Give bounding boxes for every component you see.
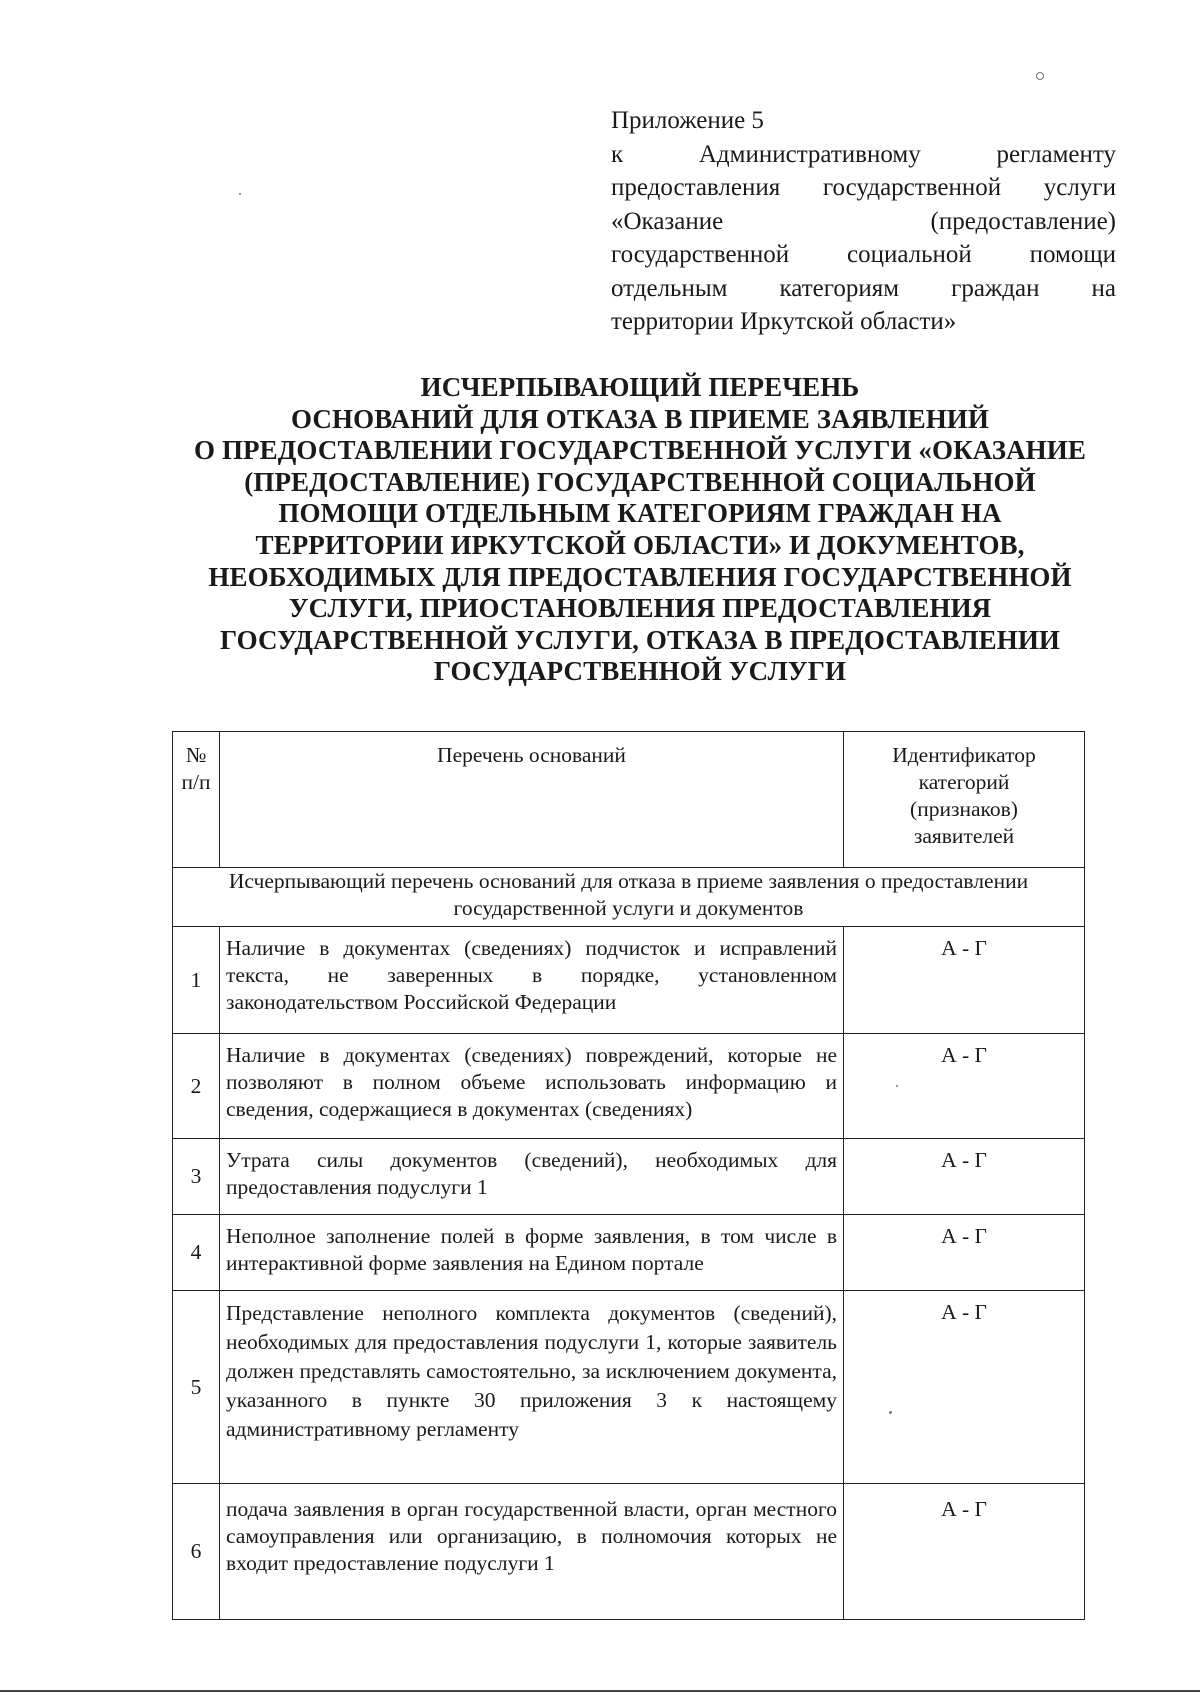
title-line: ПОМОЩИ ОТДЕЛЬНЫМ КАТЕГОРИЯМ ГРАЖДАН НА [278, 498, 1002, 529]
document-title [160, 372, 1120, 688]
annex-word: категориям [779, 274, 900, 302]
row-number: 6 [173, 1484, 220, 1620]
section-title: Исчерпывающий перечень оснований для отказа в приеме заявления о предоставлении государственной услуги и документов [173, 868, 1085, 927]
title-line: УСЛУГИ, ПРИОСТАНОВЛЕНИЯ ПРЕДОСТАВЛЕНИЯ [288, 593, 992, 624]
annex-word: регламенту [996, 140, 1116, 168]
title-line: ГОСУДАРСТВЕННОЙ УСЛУГИ [433, 656, 847, 687]
annex-header [611, 104, 1116, 339]
row-reason-text: Наличие в документах (сведениях) повреждений, которые не позволяют в полном объеме использовать информацию и сведения, содержащиеся в документах (сведениях) [226, 1043, 837, 1121]
annex-word: отдельным [611, 274, 728, 302]
annex-word: услуги [1043, 174, 1116, 201]
header-number [173, 732, 220, 868]
row-reason-text: Представление неполного комплекта документов (сведений), необходимых для предоставления подуслуги 1, которые заявитель должен представлять самостоятельно, за исключением документа, указанного в пункте 30 приложения 3 к настоящему административному регламенту [226, 1301, 837, 1441]
header-identifier-line: заявителей [913, 824, 1015, 848]
annex-line [611, 238, 1116, 272]
row-reason-text: Наличие в документах (сведениях) подчисток и исправлений текста, не заверенных в порядке, установленном законодательством Российской Федерации [226, 936, 837, 1014]
header-number-symbol: № [185, 743, 207, 767]
row-identifier [844, 1291, 1085, 1484]
annex-word: «Оказание [611, 207, 724, 235]
annex-word: государственной [611, 241, 790, 268]
reasons-table [172, 731, 1085, 1620]
scan-speck [1036, 72, 1044, 80]
title-line: НЕОБХОДИМЫХ ДЛЯ ПРЕДОСТАВЛЕНИЯ ГОСУДАРСТВЕННОЙ [208, 561, 1072, 592]
row-identifier-text: А - Г [941, 1497, 987, 1521]
annex-word: (предоставление) [930, 207, 1116, 235]
scan-edge-line [0, 1690, 1200, 1692]
row-number: 2 [173, 1034, 220, 1139]
title-line: ГОСУДАРСТВЕННОЙ УСЛУГИ, ОТКАЗА В ПРЕДОСТАВЛЕНИИ [219, 624, 1061, 655]
row-reason [220, 1034, 844, 1139]
row-reason-text: Неполное заполнение полей в форме заявления, в том числе в интерактивной форме заявления на Едином портале [226, 1224, 837, 1275]
header-identifier-line: Идентификатор [892, 743, 1036, 767]
row-identifier [844, 1034, 1085, 1139]
section-row [173, 868, 1085, 927]
title-line: ИСЧЕРПЫВАЮЩИЙ ПЕРЕЧЕНЬ [420, 372, 860, 402]
row-identifier-text: А - Г [941, 1224, 987, 1248]
row-reason-text: подача заявления в орган государственной власти, орган местного самоуправления или организацию, в полномочия которых не входит предоставление подуслуги 1 [226, 1497, 837, 1575]
row-identifier-text: А - Г [941, 936, 987, 960]
annex-line [611, 171, 1116, 205]
annex-word: на [1091, 274, 1116, 302]
row-identifier [844, 1484, 1085, 1620]
annex-word: граждан [951, 274, 1040, 302]
annex-line [611, 138, 1116, 172]
table-row [173, 1484, 1085, 1620]
scan-speck [239, 193, 241, 195]
title-line: ТЕРРИТОРИИ ИРКУТСКОЙ ОБЛАСТИ» И ДОКУМЕНТОВ, [255, 529, 1025, 560]
annex-line [611, 272, 1116, 306]
title-line: ОСНОВАНИЙ ДЛЯ ОТКАЗА В ПРИЕМЕ ЗАЯВЛЕНИЙ [290, 403, 990, 434]
row-identifier [844, 1139, 1085, 1215]
title-line: О ПРЕДОСТАВЛЕНИИ ГОСУДАРСТВЕННОЙ УСЛУГИ «ОКАЗАНИЕ [194, 435, 1086, 466]
row-identifier-text: А - Г [941, 1043, 987, 1067]
row-reason-text: Утрата силы документов (сведений), необходимых для предоставления подуслуги 1 [226, 1148, 837, 1199]
scan-speck [889, 1411, 892, 1414]
annex-line: территории Иркутской области» [611, 308, 957, 335]
table-header-row [173, 732, 1085, 868]
header-identifier-line: категорий [918, 770, 1010, 794]
annex-word: социальной [847, 241, 972, 268]
annex-word: Административному [698, 140, 921, 168]
scan-speck [896, 1085, 898, 1087]
row-number: 3 [173, 1139, 220, 1215]
header-reasons-label: Перечень оснований [437, 743, 626, 767]
row-identifier-text: А - Г [941, 1300, 987, 1324]
row-reason [220, 1291, 844, 1484]
annex-word: предоставления [611, 174, 781, 201]
header-identifier [844, 732, 1085, 868]
table-row [173, 927, 1085, 1034]
annex-line: Приложение 5 [611, 107, 764, 134]
row-reason [220, 1139, 844, 1215]
row-number: 5 [173, 1291, 220, 1484]
row-identifier-text: А - Г [941, 1148, 987, 1172]
annex-word: помощи [1029, 241, 1116, 268]
row-reason [220, 1215, 844, 1291]
annex-line [611, 205, 1116, 239]
row-number: 1 [173, 927, 220, 1034]
header-number-abbrev: п/п [181, 770, 211, 794]
table-row [173, 1215, 1085, 1291]
title-line: (ПРЕДОСТАВЛЕНИЕ) ГОСУДАРСТВЕННОЙ СОЦИАЛЬНОЙ [244, 466, 1036, 497]
table-row [173, 1139, 1085, 1215]
row-identifier [844, 1215, 1085, 1291]
table-row [173, 1291, 1085, 1484]
table-row [173, 1034, 1085, 1139]
header-identifier-line: (признаков) [910, 797, 1018, 821]
annex-word: к [611, 140, 624, 168]
annex-word: государственной [822, 174, 1002, 201]
row-identifier [844, 927, 1085, 1034]
row-reason [220, 927, 844, 1034]
header-reasons [220, 732, 844, 868]
row-number: 4 [173, 1215, 220, 1291]
row-reason [220, 1484, 844, 1620]
